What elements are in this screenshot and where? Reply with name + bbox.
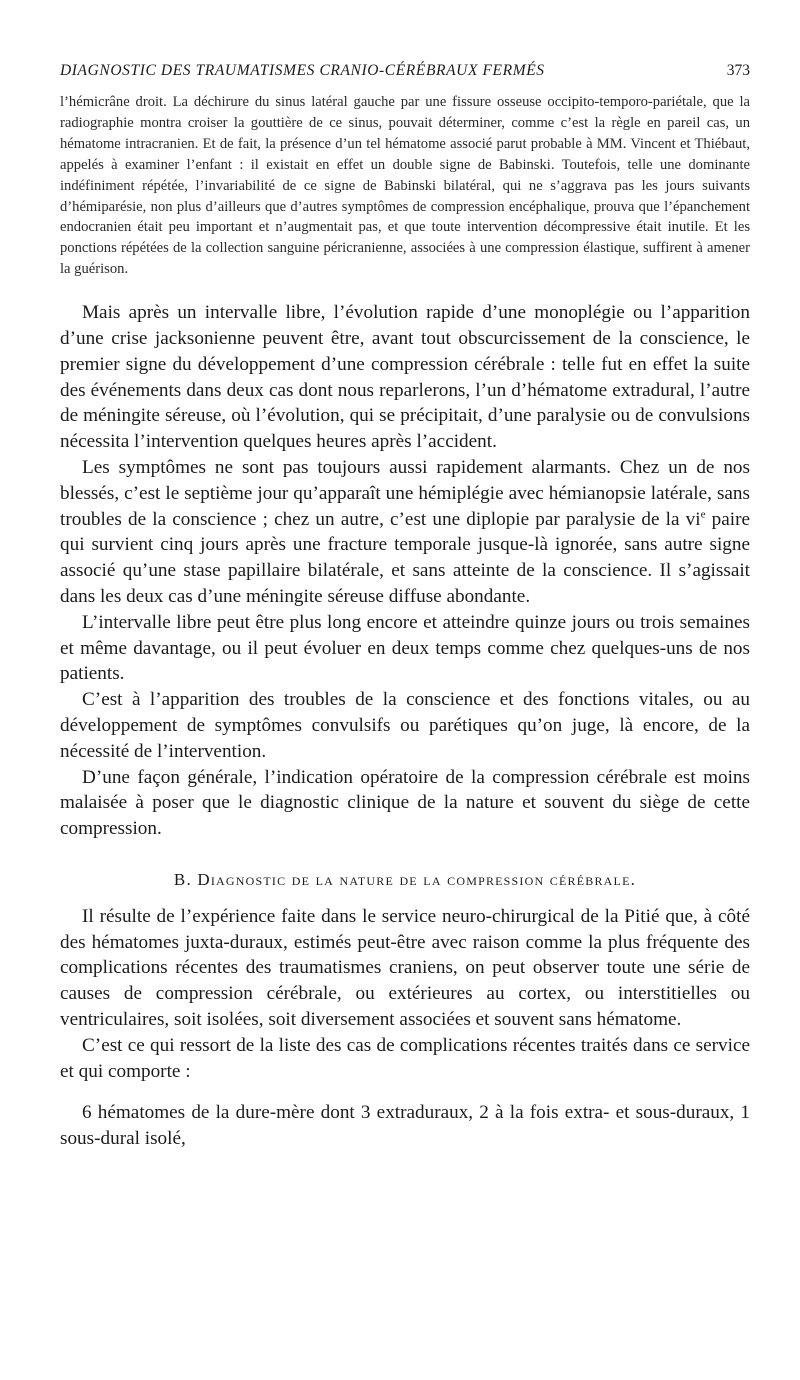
- paragraph-7: C’est ce qui ressort de la liste des cas de complications récentes traités dans ce service et qui comporte :: [60, 1034, 750, 1082]
- paragraph-4: C’est à l’apparition des troubles de la conscience et des fonctions vitales, ou au développement de symptômes convulsifs ou parétiques qu’on juge, là encore, de la nécessité de l’intervention.: [60, 689, 750, 762]
- paragraph-2-part-b: paire qui survient cinq jours après une fracture temporale jusque-là ignorée, sans autre signe associé qu’une stase papillaire bilatérale, et sans atteinte de la conscience. Il s’agissait dans les deux cas d’une méningite séreuse diffuse abondante.: [60, 508, 750, 607]
- running-head: [60, 62, 750, 88]
- small-print-paragraph: l’hémicrâne droit. La déchirure du sinus latéral gauche par une fissure osseuse occipito-temporo-pariétale, que la radiographie montra croiser la gouttière de ce sinus, pouvait déterminer, comme c’est la règle en pareil cas, un hématome intracranien. Et de fait, la présence d’un tel hématome associé parut probable à MM. Vincent et Thiébaut, appelés à examiner l’enfant : il existait en effet un double signe de Babinski. Toutefois, telle une dominante indéfiniment répétée, l’invariabilité de ce signe de Babinski bilatéral, qui ne s’aggrava pas les jours suivants d’hémiparésie, non plus d’ailleurs que d’autres symptômes de compression encéphalique, prouva que l’épanchement endocranien était peu important et n’augmentait pas, et que toute intervention décompressive était inutile. Et les ponctions répétées de la collection sanguine péricranienne, associées à une compression élastique, suffirent à amener la guérison.: [60, 94, 750, 278]
- main-text: [60, 300, 750, 842]
- section-letter: B.: [173, 869, 192, 889]
- paragraph-5: D’une façon générale, l’indication opératoire de la compression cérébrale est moins malaisée à poser que le diagnostic clinique de la nature et souvent du siège de cette compression.: [60, 766, 750, 840]
- paragraph-2: [60, 455, 750, 610]
- section-title: Diagnostic de la nature de la compression cérébrale.: [197, 869, 637, 889]
- paragraph-2-part-a: Les symptômes ne sont pas toujours aussi rapidement alarmants. Chez un de nos blessés, c’est le septième jour qu’apparaît une hémiplégie avec hémianopsie latérale, sans troubles de la conscience ; chez un autre, c’est une diplopie par paralysie de la vi: [60, 456, 750, 530]
- paragraph-6: Il résulte de l’expérience faite dans le service neuro-chirurgical de la Pitié que, à côté des hématomes juxta-duraux, estimés peut-être avec raison comme la plus fréquente des complications récentes des traumatismes craniens, on peut observer toute une série de causes de compression cérébrale, ou extérieures au cortex, ou interstitielles ou ventriculaires, soit isolées, soit diversement associées et souvent sans hématome.: [60, 905, 750, 1031]
- paragraph-8: 6 hématomes de la dure-mère dont 3 extraduraux, 2 à la fois extra- et sous-duraux, 1 sous-dural isolé,: [60, 1102, 750, 1150]
- section-heading: [60, 870, 750, 890]
- running-head-title: DIAGNOSTIC DES TRAUMATISMES CRANIO-CÉRÉBRAUX FERMÉS: [60, 62, 545, 79]
- ordinal-superscript: e: [700, 508, 706, 521]
- page-number: 373: [726, 62, 750, 79]
- paragraph-1: Mais après un intervalle libre, l’évolution rapide d’une monoplégie ou l’apparition d’une crise jacksonienne peuvent être, avant tout obscurcissement de la conscience, le premier signe du développement d’une compression cérébrale : telle fut en effet la suite des événements dans deux cas dont nous reparlerons, l’un d’hématome extradural, l’autre de méningite séreuse, où l’évolution, qui se précipitait, d’une paralysie ou de convulsions nécessita l’intervention quelques heures après l’accident.: [60, 302, 750, 453]
- paragraph-3: L’intervalle libre peut être plus long encore et atteindre quinze jours ou trois semaines et même davantage, ou il peut évoluer en deux temps comme chez quelques-uns de nos patients.: [60, 611, 750, 685]
- section-body: [60, 904, 750, 1152]
- small-print-block: [60, 92, 750, 280]
- page: [60, 62, 750, 1152]
